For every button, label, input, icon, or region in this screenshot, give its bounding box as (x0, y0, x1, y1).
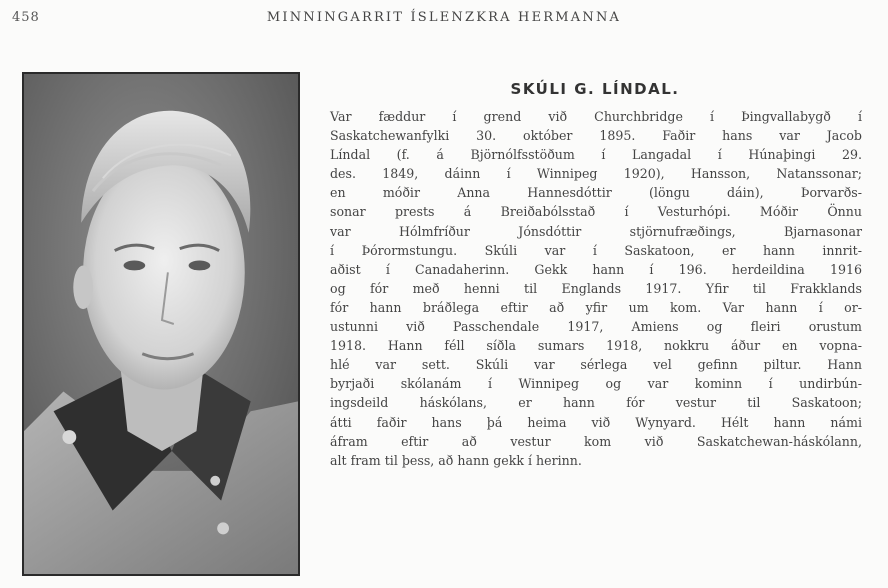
body-line: ingsdeild háskólans, er hann fór vestur til Saskatoon; (330, 395, 862, 411)
soldier-portrait-photo (22, 72, 300, 576)
body-line: aðist í Canadaherinn. Gekk hann í 196. herdeildina 1916 (330, 261, 862, 277)
body-line: í Þórormstungu. Skúli var í Saskatoon, er hann innrit- (330, 242, 862, 258)
entry-body (330, 107, 862, 470)
body-line: byrjaði skólanám í Winnipeg og var kominn í undirbún- (330, 376, 862, 392)
body-line: ustunni við Passchendale 1917, Amiens og fleiri orustum (330, 319, 862, 335)
body-line: des. 1849, dáinn í Winnipeg 1920), Hansson, Natanssonar; (330, 166, 862, 182)
body-line: Var fæddur í grend við Churchbridge í Þingvallabygð í (330, 109, 862, 124)
body-line: fór hann bráðlega eftir að yfir um kom. Var hann í or- (330, 299, 862, 315)
body-line: átti faðir hans þá heima við Wynyard. Hélt hann námi (330, 414, 862, 430)
body-line: hlé var sett. Skúli var sérlega vel gefinn piltur. Hann (330, 357, 862, 373)
body-line: Saskatchewanfylki 30. október 1895. Faðir hans var Jacob (330, 128, 862, 144)
body-line: var Hólmfríður Jónsdóttir stjörnufræðings, Bjarnasonar (330, 223, 862, 239)
portrait-illustration (24, 74, 298, 574)
body-line: áfram eftir að vestur kom við Saskatchewan-háskólann, (330, 433, 862, 449)
running-head: MINNINGARRIT ÍSLENZKRA HERMANNA (266, 10, 622, 25)
page-number: 458 (12, 10, 40, 25)
body-line: sonar prests á Breiðabólsstað í Vesturhópi. Móðir Önnu (330, 204, 862, 220)
body-line: 1918. Hann féll síðla sumars 1918, nokkru áður en vopna- (330, 338, 862, 354)
body-line: og fór með henni til Englands 1917. Yfir til Frakklands (330, 280, 862, 296)
entry-title: SKÚLI G. LÍNDAL. (510, 80, 680, 98)
body-line: Líndal (f. á Björnólfsstöðum í Langadal í Húnaþingi 29. (330, 147, 862, 163)
body-line: en móðir Anna Hannesdóttir (löngu dáin), Þorvarðs- (330, 185, 862, 201)
body-line: alt fram til þess, að hann gekk í herinn. (330, 452, 582, 468)
